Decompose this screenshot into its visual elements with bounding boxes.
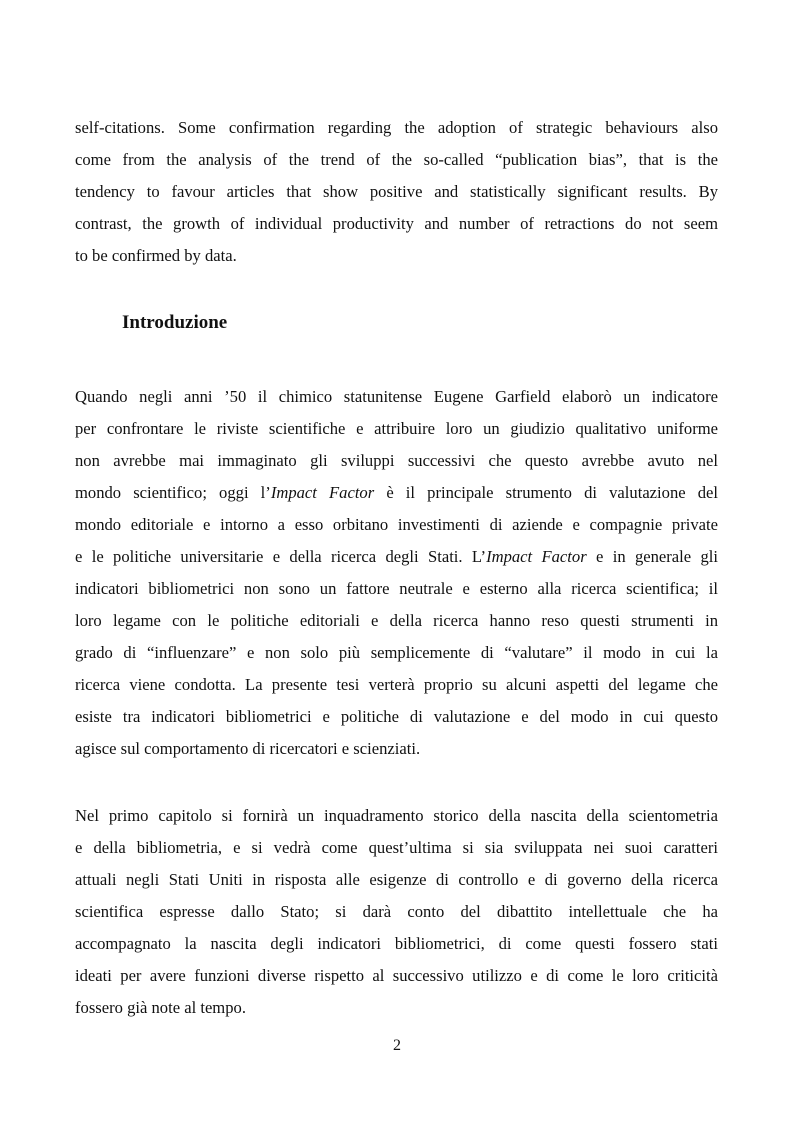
text-line: loro legame con le politiche editoriali e della ricerca hanno reso questi strumenti in	[75, 611, 718, 630]
text-line: come from the analysis of the trend of the so-called “publication bias”, that is the	[75, 150, 718, 169]
text-line: non avrebbe mai immaginato gli sviluppi successivi che questo avrebbe avuto nel	[75, 451, 718, 470]
text-line: ideati per avere funzioni diverse rispetto al successivo utilizzo e di come le loro criticità	[75, 966, 718, 985]
text-line: self-citations. Some confirmation regarding the adoption of strategic behaviours also	[75, 118, 718, 137]
intro-paragraph-2	[75, 800, 718, 1024]
text-line: accompagnato la nascita degli indicatori bibliometrici, di come questi fossero stati	[75, 934, 718, 953]
text-line: mondo editoriale e intorno a esso orbitano investimenti di aziende e compagnie private	[75, 515, 718, 534]
text-line: fossero già note al tempo.	[75, 998, 246, 1017]
text-line: indicatori bibliometrici non sono un fattore neutrale e esterno alla ricerca scientifica; il	[75, 579, 718, 598]
text-run: mondo scientifico; oggi l’	[75, 483, 271, 502]
text-line: attuali negli Stati Uniti in risposta alle esigenze di controllo e di governo della ricerca	[75, 870, 718, 889]
text-run: e in generale gli	[586, 547, 719, 566]
text-line: grado di “influenzare” e non solo più semplicemente di “valutare” il modo in cui la	[75, 643, 718, 662]
text-line: per confrontare le riviste scientifiche e attribuire loro un giudizio qualitativo uniforme	[75, 419, 718, 438]
text-line: to be confirmed by data.	[75, 246, 237, 265]
text-line: agisce sul comportamento di ricercatori e scienziati.	[75, 739, 421, 758]
intro-paragraph-1	[75, 381, 718, 765]
text-line: Quando negli anni ’50 il chimico statunitense Eugene Garfield elaborò un indicatore	[75, 387, 718, 406]
text-line: e della bibliometria, e si vedrà come quest’ultima si sia sviluppata nei suoi caratteri	[75, 838, 718, 857]
abstract-end-paragraph	[75, 112, 718, 272]
section-heading: Introduzione	[122, 312, 228, 333]
text-line	[75, 477, 718, 509]
text-line: ricerca viene condotta. La presente tesi verterà proprio su alcuni aspetti del legame che	[75, 675, 718, 694]
text-line: Nel primo capitolo si fornirà un inquadramento storico della nascita della scientometria	[75, 806, 718, 825]
text-run: e le politiche universitarie e della ricerca degli Stati. L’	[75, 547, 487, 566]
impact-factor-term: Impact Factor	[486, 547, 587, 566]
text-line	[75, 541, 718, 573]
text-line: esiste tra indicatori bibliometrici e politiche di valutazione e del modo in cui questo	[75, 707, 718, 726]
text-run: è il principale strumento di valutazione del	[374, 483, 719, 502]
impact-factor-term: Impact Factor	[270, 483, 375, 502]
page-number: 2	[393, 1037, 401, 1054]
text-line: tendency to favour articles that show positive and statistically significant results. By	[75, 182, 718, 201]
text-line: contrast, the growth of individual productivity and number of retractions do not seem	[75, 214, 718, 233]
text-line: scientifica espresse dallo Stato; si darà conto del dibattito intellettuale che ha	[75, 902, 718, 921]
